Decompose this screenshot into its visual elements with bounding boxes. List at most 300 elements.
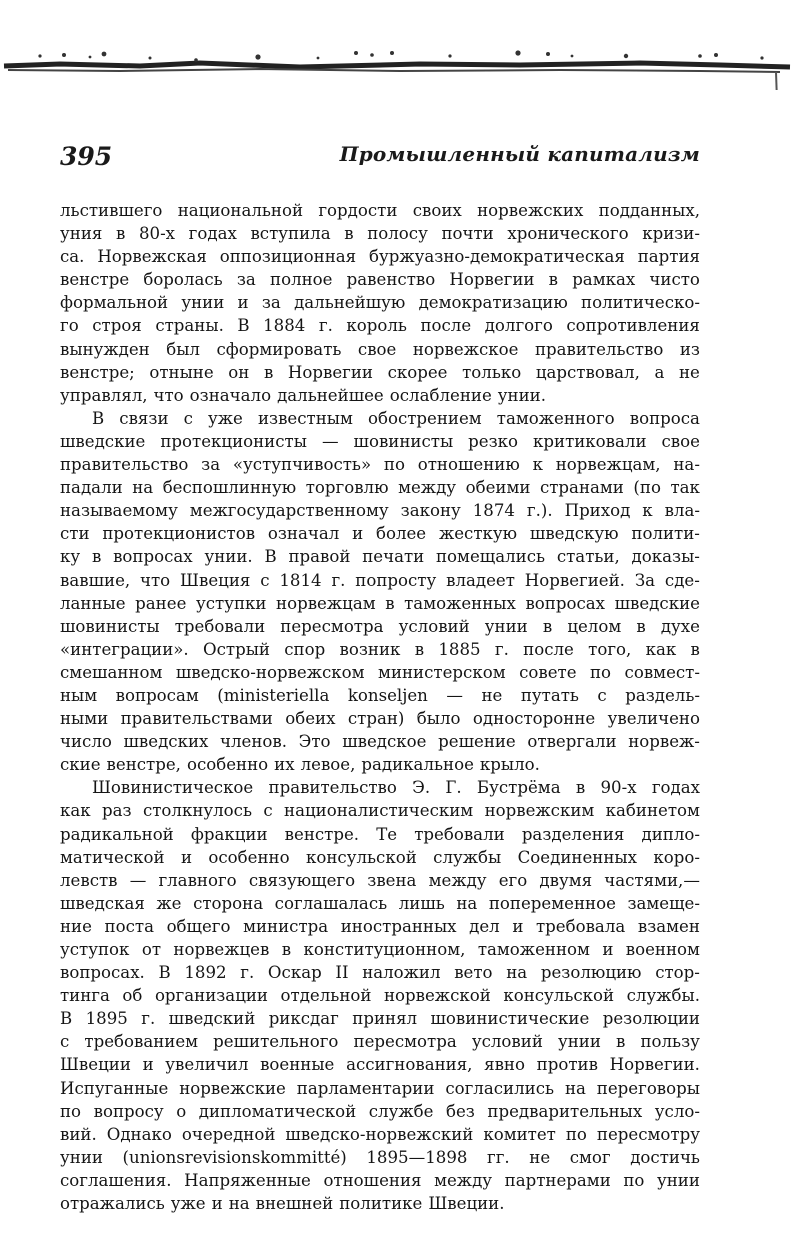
word: смог	[569, 1147, 611, 1167]
word: «уступчивость»	[232, 455, 372, 475]
word: означало	[189, 385, 272, 405]
word: шовинисты	[60, 616, 160, 636]
word: усло-	[654, 1101, 700, 1121]
word: что	[153, 385, 184, 405]
word: вавшие,	[60, 570, 131, 590]
word: Норвегии	[287, 362, 373, 382]
word: 1895	[85, 1009, 128, 1029]
word: венстре	[60, 270, 130, 290]
word: В	[237, 316, 250, 336]
word: явно	[484, 1055, 525, 1075]
word: национальной	[177, 201, 304, 220]
word: к	[532, 455, 543, 475]
word: норвежцам	[276, 593, 376, 613]
word: Соединенных	[517, 847, 637, 867]
word: требовали	[414, 824, 505, 844]
text-line	[60, 984, 700, 1007]
word: шведскую	[529, 524, 619, 544]
word: Г.	[445, 778, 462, 798]
word: организации	[154, 986, 268, 1006]
word: Э.	[412, 778, 431, 798]
word: льстившего	[60, 201, 163, 220]
text-line	[60, 753, 700, 776]
word: министра	[243, 916, 329, 936]
word: стор-	[655, 963, 700, 983]
word: пересмотра	[280, 616, 384, 636]
word: совете	[519, 662, 577, 682]
word: правительство	[60, 455, 189, 475]
word: оппозиционная	[219, 247, 357, 267]
word: раз	[102, 801, 132, 821]
word: в	[91, 547, 102, 567]
word: полити-	[631, 524, 700, 544]
word: риксдаг	[268, 1009, 339, 1029]
word: ным	[60, 685, 98, 705]
page-number: 395	[60, 142, 113, 171]
paragraph-3	[60, 776, 700, 1215]
word: что	[140, 570, 171, 590]
word: националистическим	[284, 801, 474, 821]
word: г.	[240, 963, 255, 983]
word: достичь	[630, 1147, 700, 1167]
word: Напряженные	[184, 1170, 311, 1190]
word: Те	[376, 824, 398, 844]
text-line	[60, 245, 700, 268]
word: г.).	[526, 501, 553, 521]
word: фракции	[190, 824, 268, 844]
text-line	[60, 1077, 700, 1100]
word: унии	[656, 1170, 700, 1190]
word: в	[548, 270, 558, 290]
word: 1874	[472, 501, 515, 521]
word: с	[183, 408, 193, 428]
word: г.	[141, 1009, 156, 1029]
word: страны.	[155, 316, 224, 336]
word: число	[60, 732, 112, 752]
word: за	[201, 455, 221, 475]
word: шведских	[123, 732, 209, 752]
word: ослабление	[389, 385, 492, 405]
word: унии	[557, 1032, 601, 1052]
text-line	[60, 684, 700, 707]
word: подданных,	[598, 201, 700, 220]
word: вопросах	[525, 593, 606, 613]
word: политике	[339, 1194, 423, 1214]
word: частями,—	[604, 870, 700, 890]
word: таможенного	[496, 408, 615, 428]
word: вето	[454, 963, 493, 983]
word: падали	[60, 478, 123, 498]
word: протекционистов	[102, 524, 256, 544]
word: внешней	[255, 1194, 334, 1214]
word: —	[446, 685, 463, 705]
text-line	[60, 938, 700, 961]
text-line	[60, 707, 700, 730]
word: ассигнования,	[346, 1055, 473, 1075]
word: шведские	[60, 431, 146, 451]
word: вопроса	[629, 408, 700, 428]
word: полное	[270, 270, 333, 290]
word: требовала	[535, 916, 626, 936]
text-line	[60, 1146, 700, 1169]
word: обострением	[367, 408, 482, 428]
word: 1885	[438, 639, 481, 659]
word: и	[142, 1055, 154, 1075]
word: шовинистические	[430, 1009, 590, 1029]
word: правительство	[268, 778, 397, 798]
word: отныне	[149, 362, 214, 382]
word: а	[654, 362, 665, 382]
word: между	[428, 870, 487, 890]
text-line	[60, 823, 700, 846]
word: В	[158, 963, 171, 983]
word: комитет	[483, 1124, 556, 1144]
word: правой	[288, 547, 351, 567]
word: В	[60, 1009, 73, 1029]
word: требованием	[84, 1032, 199, 1052]
text-line	[60, 338, 700, 361]
word: соглашения.	[60, 1170, 172, 1190]
word: уже	[170, 1194, 206, 1214]
word: равенство	[346, 270, 436, 290]
word: в	[344, 224, 354, 244]
word: с	[597, 685, 607, 705]
word: жесткую	[438, 524, 518, 544]
word: дальнейшее	[277, 385, 384, 405]
word: беспошлинную	[162, 478, 297, 498]
word: Швеция	[180, 570, 251, 590]
word: более	[375, 524, 427, 544]
word: раздель-	[625, 685, 700, 705]
word: шведский	[168, 1009, 256, 1029]
word: норвеж-	[628, 732, 700, 752]
word: на	[506, 963, 528, 983]
text-line	[60, 1123, 700, 1146]
word: 1895—1898	[366, 1147, 468, 1167]
word: в	[616, 1032, 626, 1052]
word: службы	[433, 847, 502, 867]
word: вопросам	[115, 685, 199, 705]
word: (ministeriella	[217, 685, 330, 705]
word: наложил	[362, 963, 441, 983]
word: за	[236, 270, 256, 290]
word: царствовал,	[535, 362, 640, 382]
word: о	[176, 1101, 187, 1121]
word: двумя	[539, 870, 593, 890]
text-line	[60, 915, 700, 938]
word: предварительных	[487, 1101, 643, 1121]
word: демократизацию	[418, 293, 568, 313]
word: закону	[400, 501, 461, 521]
word: лишь	[398, 893, 445, 913]
word: решение	[438, 732, 516, 752]
word: унии.	[204, 547, 253, 567]
text-line	[60, 314, 700, 337]
word: с	[260, 570, 270, 590]
word: после	[523, 639, 574, 659]
text-line	[60, 1007, 700, 1030]
word: условий	[398, 616, 470, 636]
word: управлял,	[60, 385, 148, 405]
word: 80-х	[138, 224, 176, 244]
word: вий.	[60, 1124, 97, 1144]
word: спор	[284, 639, 326, 659]
word: иностранных	[340, 916, 457, 936]
word: резолюции	[602, 1009, 700, 1029]
word: целом	[567, 616, 622, 636]
text-line	[60, 268, 700, 291]
word: крыло.	[479, 755, 540, 775]
word: консульской	[503, 986, 615, 1006]
word: унии	[181, 293, 225, 313]
body-text	[60, 199, 700, 1215]
word: Острый	[203, 639, 270, 659]
word: кризи-	[642, 224, 700, 244]
word: шведская	[60, 893, 145, 913]
word: означал	[267, 524, 340, 544]
word: членов.	[220, 732, 288, 752]
word: норвежским	[484, 801, 595, 821]
word: на	[456, 893, 478, 913]
word: между	[434, 1170, 493, 1190]
scan-border	[0, 0, 808, 90]
word: в	[115, 224, 126, 244]
word: норвежцев	[173, 940, 270, 959]
word: увеличено	[607, 709, 700, 729]
text-line	[60, 522, 700, 545]
word: и	[211, 1194, 223, 1214]
word: условий	[471, 1032, 543, 1052]
word: на	[132, 478, 154, 498]
word: резко	[468, 431, 519, 451]
word: В	[92, 408, 105, 428]
word: с	[263, 801, 273, 821]
word: уступок	[60, 940, 130, 959]
word: —	[129, 870, 147, 890]
word: на	[564, 1078, 586, 1098]
text-line	[60, 430, 700, 453]
word: хронического	[507, 224, 629, 244]
word: пересмотру	[596, 1124, 700, 1144]
word: правительствами	[120, 709, 273, 729]
word: ными	[60, 709, 109, 729]
word: отдельной	[280, 986, 372, 1006]
word: на-	[673, 455, 700, 475]
word: по	[60, 1101, 82, 1121]
word: рамках	[572, 270, 636, 290]
word: матической	[60, 847, 165, 867]
word: За	[634, 570, 656, 590]
word: звена	[367, 870, 417, 890]
word: дипло-	[641, 824, 700, 844]
word: шведско-норвежском	[175, 662, 365, 682]
word: того,	[588, 639, 632, 659]
word: сторона	[193, 893, 264, 913]
word: связи	[119, 408, 169, 428]
word: сформировать	[216, 339, 342, 359]
word: (unionsrevisionskommitté)	[122, 1147, 347, 1167]
word: принял	[352, 1009, 418, 1029]
text-line	[60, 730, 700, 753]
word: ние	[60, 916, 92, 936]
text-line	[60, 499, 700, 522]
text-line	[60, 407, 700, 430]
word: левое,	[300, 755, 356, 775]
word: —	[321, 431, 339, 451]
word: вопросу	[93, 1101, 164, 1121]
word: между	[398, 478, 457, 498]
word: «интеграции».	[60, 639, 189, 659]
word: было	[416, 709, 461, 729]
word: боролась	[143, 270, 223, 290]
word: службе	[368, 1101, 434, 1121]
word: Оскар	[267, 963, 322, 983]
word: его	[498, 870, 528, 890]
word: как	[645, 639, 677, 659]
word: особенно	[186, 755, 269, 775]
word: гг.	[487, 1147, 510, 1167]
word: с	[60, 1032, 70, 1052]
word: дальнейшую	[294, 293, 406, 313]
word: го	[60, 316, 79, 336]
word: формальной	[60, 293, 169, 313]
word: почти	[441, 224, 494, 244]
word: от	[141, 940, 161, 959]
text-line	[60, 199, 700, 222]
word: из	[679, 339, 700, 359]
word: парламентарии	[296, 1078, 435, 1098]
word: об	[122, 986, 143, 1006]
word: в	[542, 616, 553, 636]
word: требовали	[174, 616, 266, 636]
text-line	[60, 1053, 700, 1076]
word: не	[481, 685, 503, 705]
word: норвежцам,	[555, 455, 661, 475]
word: в	[281, 940, 292, 959]
word: протекционисты	[160, 431, 307, 451]
word: конституционном,	[303, 940, 466, 959]
paragraph-2	[60, 407, 700, 777]
word: не	[529, 1147, 551, 1167]
word: тинга	[60, 986, 110, 1006]
word: общего	[166, 916, 231, 936]
word: Это	[298, 732, 331, 752]
word: попеременное	[488, 893, 616, 913]
word: своих	[412, 201, 462, 220]
word: левств	[60, 870, 118, 890]
word: Испуганные	[60, 1078, 169, 1098]
word: норвежской	[383, 986, 491, 1006]
word: (по	[633, 478, 661, 498]
word: консульской	[305, 847, 417, 867]
word: радикальной	[60, 824, 174, 844]
text-line	[60, 545, 700, 568]
word: увеличил	[165, 1055, 249, 1075]
page-header	[60, 142, 700, 182]
text-line	[60, 361, 700, 384]
text-line	[60, 1100, 700, 1123]
word: венстре;	[60, 362, 135, 382]
word: помещались	[436, 547, 546, 567]
text-line	[60, 661, 700, 684]
word: замеще-	[627, 893, 700, 913]
word: пересмотра	[353, 1032, 457, 1052]
word: В	[264, 547, 277, 567]
word: свое	[357, 339, 397, 359]
word: Швеции	[60, 1055, 131, 1075]
word: в	[385, 593, 395, 613]
word: очередной	[181, 1124, 276, 1144]
word: уния	[60, 224, 103, 244]
text-line	[60, 776, 700, 799]
word: в	[690, 639, 700, 659]
word: унии	[484, 616, 528, 636]
word: чисто	[649, 270, 700, 290]
word: на	[228, 1194, 250, 1214]
word: дипломатической	[198, 1101, 357, 1121]
paragraph-1	[60, 199, 700, 407]
text-line	[60, 615, 700, 638]
word: ланные	[60, 593, 126, 613]
word: отражались	[60, 1194, 165, 1214]
word: отношения	[323, 1170, 422, 1190]
word: 1892	[184, 963, 227, 983]
word: Норвегией.	[524, 570, 625, 590]
word: уступки	[195, 593, 267, 613]
word: строя	[92, 316, 142, 336]
word: в	[263, 362, 274, 382]
word: Однако	[106, 1124, 172, 1144]
word: странами	[539, 478, 624, 498]
word: II	[335, 963, 349, 983]
word: скорее	[387, 362, 448, 382]
word: и	[352, 524, 364, 544]
word: вступила	[250, 224, 331, 244]
word: правительство	[534, 339, 664, 359]
word: шведские	[614, 593, 700, 613]
word: Приход	[564, 501, 631, 521]
word: их	[274, 755, 295, 775]
word: столкнулось	[142, 801, 252, 821]
word: как	[60, 801, 91, 821]
word: к	[642, 501, 653, 521]
word: известным	[257, 408, 353, 428]
word: таможенных	[404, 593, 516, 613]
word: духе	[660, 616, 700, 636]
word: и	[602, 940, 614, 959]
word: военные	[260, 1055, 335, 1075]
word: ку	[60, 547, 81, 567]
word: решительного	[213, 1032, 339, 1052]
word: после	[420, 316, 472, 336]
word: гордости	[318, 201, 398, 220]
word: печати	[362, 547, 425, 567]
word: статьи,	[556, 547, 620, 567]
word: konseljen	[347, 685, 428, 705]
text-line	[60, 453, 700, 476]
word: 90-х	[600, 778, 637, 798]
word: Норвегии	[449, 270, 535, 290]
word: са.	[60, 247, 85, 267]
text-line	[60, 1169, 700, 1192]
word: норвежских	[477, 201, 584, 220]
word: по	[383, 455, 405, 475]
word: Норвегии.	[609, 1055, 700, 1075]
word: шведское	[342, 732, 427, 752]
word: по	[590, 662, 612, 682]
word: партия	[637, 247, 700, 267]
word: король	[346, 316, 407, 336]
